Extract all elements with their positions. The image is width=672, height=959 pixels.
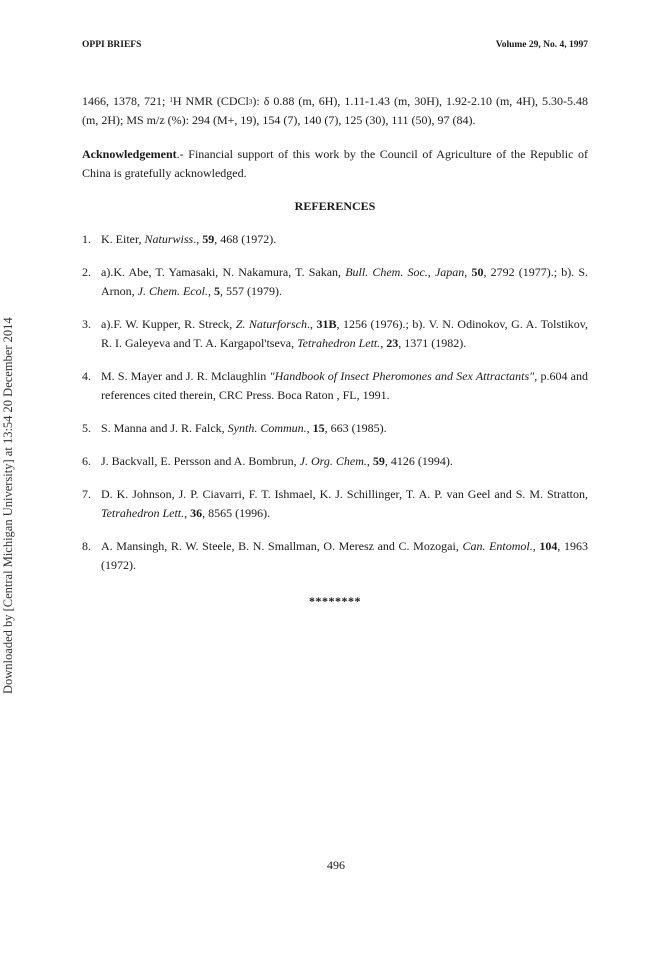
reference-text: a).K. Abe, T. Yamasaki, N. Nakamura, T. Sakan, (101, 265, 346, 279)
reference-journal: "Handbook of Insect Pheromones and Sex Attractants" (269, 369, 535, 383)
reference-text: , (532, 539, 540, 553)
reference-number: 2. (82, 265, 91, 279)
reference-volume: 23 (386, 336, 399, 350)
acknowledgement-text: .- Financial support of this work by the Council of Agriculture of the Republic of China is gratefully acknowledged. (82, 147, 588, 180)
reference-item (82, 537, 588, 575)
volume-info: Volume 29, No. 4, 1997 (495, 40, 588, 50)
reference-text: K. Eiter, (101, 232, 145, 246)
reference-text: , 1371 (1982). (398, 336, 467, 350)
reference-journal: Z. Naturforsch (235, 317, 307, 331)
reference-text: ., (306, 317, 317, 331)
reference-text: ., (193, 232, 203, 246)
reference-journal: Tetrahedron Lett. (101, 506, 185, 520)
reference-item (82, 452, 588, 471)
reference-journal: Can. Entomol. (462, 539, 533, 553)
reference-volume: 104 (539, 539, 558, 553)
reference-volume: 50 (471, 265, 484, 279)
reference-text: D. K. Johnson, J. P. Ciavarri, F. T. Ishmael, K. J. Schillinger, T. A. P. van Geel and S. M. Stratton, (101, 487, 588, 501)
reference-text: , 663 (1985). (324, 421, 387, 435)
reference-item (82, 230, 588, 249)
reference-journal: Synth. Commun. (227, 421, 307, 435)
reference-text: , 1963 (1972). (101, 539, 589, 572)
reference-text: , (380, 336, 387, 350)
reference-volume: 36 (190, 506, 203, 520)
reference-number: 6. (82, 454, 91, 468)
nmr-data-paragraph: 1466, 1378, 721; $^1$H NMR (CDCl$_3$): δ 0.88 (m, 6H), 1.11-1.43 (m, 30H), 1.92-2.10 (m, 4H), 5.30-5.48 (m, 2H); MS m/z (%): 294 (M+, 19), 154 (7), 140 (7), 125 (30), 111 (50), 97 (84). (82, 94, 588, 127)
reference-item (82, 419, 588, 438)
reference-number: 8. (82, 539, 91, 553)
reference-text: , 1256 (1976).; b). V. N. Odinokov, G. A. Tolstikov, R. I. Galeyeva and T. A. Kargapol'tseva, (101, 317, 589, 350)
page-body (82, 92, 588, 611)
reference-journal: J. Org. Chem. (299, 454, 367, 468)
download-note: Downloaded by [Central Michigan University] at 13:54 20 December 2014 (1, 317, 15, 694)
reference-journal: J. Chem. Ecol. (137, 284, 208, 298)
reference-number: 5. (82, 421, 91, 435)
acknowledgement-heading: Acknowledgement (82, 147, 177, 161)
page-number: 496 (327, 858, 345, 872)
reference-volume: 5 (213, 284, 220, 298)
end-separator: ******** (309, 594, 361, 608)
acknowledgement-paragraph (82, 145, 588, 183)
reference-item (82, 315, 588, 353)
reference-text: , 2792 (1977).; b). S. Arnon, (101, 265, 588, 298)
reference-text: , (207, 284, 214, 298)
reference-list (82, 230, 588, 575)
reference-number: 4. (82, 369, 91, 383)
reference-text: , 4126 (1994). (384, 454, 453, 468)
reference-item (82, 485, 588, 523)
reference-text: , (366, 454, 373, 468)
running-header (82, 40, 588, 54)
reference-text: , 468 (1972). (214, 232, 277, 246)
reference-journal: Naturwiss (144, 232, 194, 246)
reference-volume: 59 (202, 232, 215, 246)
reference-volume: 15 (312, 421, 325, 435)
download-watermark (0, 0, 24, 959)
reference-number: 3. (82, 317, 91, 331)
journal-name: OPPI BRIEFS (82, 40, 142, 50)
reference-text: , 557 (1979). (219, 284, 282, 298)
reference-text: J. Backvall, E. Persson and A. Bombrun, (101, 454, 300, 468)
reference-text: , p.604 and references cited therein, CRC Press. Boca Raton , FL, 1991. (101, 369, 588, 402)
reference-text: a).F. W. Kupper, R. Streck, (101, 317, 236, 331)
reference-text: , (464, 265, 472, 279)
reference-text: M. S. Mayer and J. R. Mclaughlin (101, 369, 270, 383)
reference-text: S. Manna and J. R. Falck, (101, 421, 228, 435)
reference-text: , 8565 (1996). (202, 506, 271, 520)
references-heading: REFERENCES (294, 199, 376, 213)
reference-number: 1. (82, 232, 91, 246)
reference-text: , (184, 506, 191, 520)
reference-text: A. Mansingh, R. W. Steele, B. N. Smallman, O. Meresz and C. Mozogai, (101, 539, 463, 553)
reference-text: , (306, 421, 313, 435)
reference-item (82, 263, 588, 301)
reference-volume: 59 (372, 454, 385, 468)
reference-journal: Tetrahedron Lett. (297, 336, 381, 350)
reference-item (82, 367, 588, 405)
reference-number: 7. (82, 487, 91, 501)
reference-volume: 31B (316, 317, 337, 331)
reference-journal: Bull. Chem. Soc., Japan (345, 265, 465, 279)
